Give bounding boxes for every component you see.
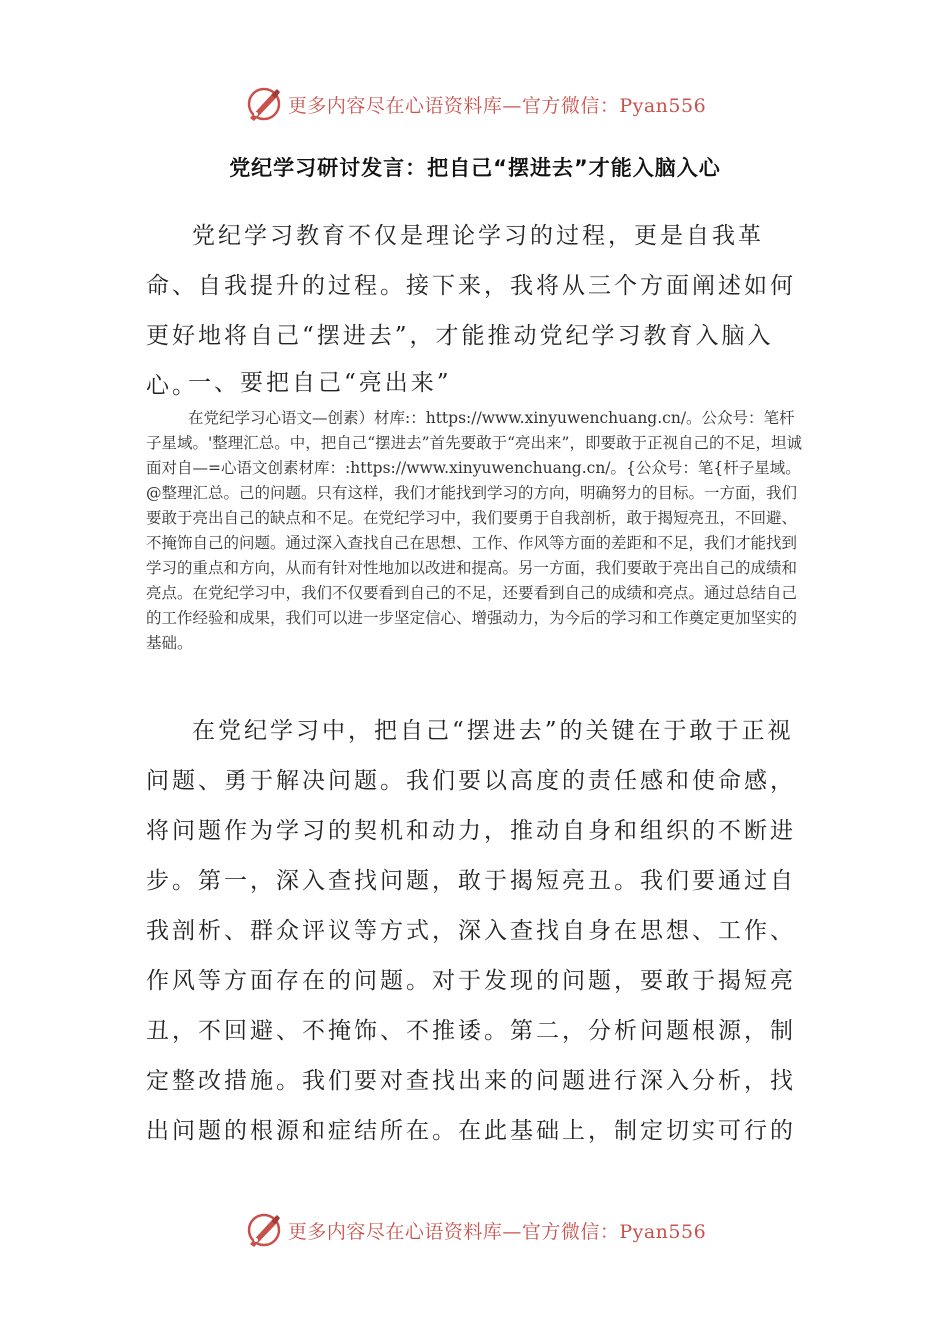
- document-title: 党纪学习研讨发言：把自己“摆进去”才能入脑入心: [229, 156, 721, 180]
- footer-watermark-banner: [0, 1208, 950, 1252]
- body-paragraph-3: 在党纪学习中，把自己“摆进去”的关键在于敢于正视问题、勇于解决问题。我们要以高度的责任感和使命感，将问题作为学习的契机和动力，推动自身和组织的不断进步。第一，深入查找问题，敢于揭短亮丑。我们要通过自我剖析、群众评议等方式，深入查找自身在思想、工作、作风等方面存在的问题。对于发现的问题，要敢于揭短亮丑，不回避、不掩饰、不推诿。第二，分析问题根源，制定整改措施。我们要对查找出来的问题进行深入分析，找出问题的根源和症结所在。在此基础上，制定切实可行的: [146, 718, 796, 1144]
- intro-paragraph: 党纪学习教育不仅是理论学习的过程，更是自我革命、自我提升的过程。接下来，我将从三个方面阐述如何更好地将自己“摆进去”，才能推动党纪学习教育入脑入心。: [146, 223, 796, 399]
- small-print-paragraph: 在党纪学习心语文—创素）材库:：https://www.xinyuwenchuang.cn/。公众号：笔杆子星域。'整理汇总。中，把自己“摆进去”首先要敢于“亮出来”，即要敢于正视自己的不足，坦诚面对自—=心语文创素材库：:https://www.xinyuwenchuang.cn/。{公众号：笔{杆子星域。@整理汇总。己的问题。只有这样，我们才能找到学习的方向，明确努力的目标。一方面，我们要敢于亮出自己的缺点和不足。在党纪学习中，我们要勇于自我剖析，敢于揭短亮丑，不回避、不掩饰自己的问题。通过深入查找自己在思想、工作、作风等方面的差距和不足，我们才能找到学习的重点和方向，从而有针对性地加以改进和提高。另一方面，我们要敢于亮出自己的成绩和亮点。在党纪学习中，我们不仅要看到自己的不足，还要看到自己的成绩和亮点。通过总结自己的工作经验和成果，我们可以进一步坚定信心、增强动力，为今后的学习和工作奠定更加坚实的基础。: [146, 409, 802, 652]
- pen-nib-logo-icon: [244, 1210, 284, 1250]
- section-heading-1: 一、要把自己“亮出来”: [188, 370, 452, 396]
- pen-nib-logo-icon: [244, 84, 284, 124]
- header-watermark-banner: [0, 82, 950, 126]
- banner-text: 更多内容尽在心语资料库—官方微信：Pyan556: [287, 94, 707, 117]
- banner-text: 更多内容尽在心语资料库—官方微信：Pyan556: [287, 1220, 707, 1243]
